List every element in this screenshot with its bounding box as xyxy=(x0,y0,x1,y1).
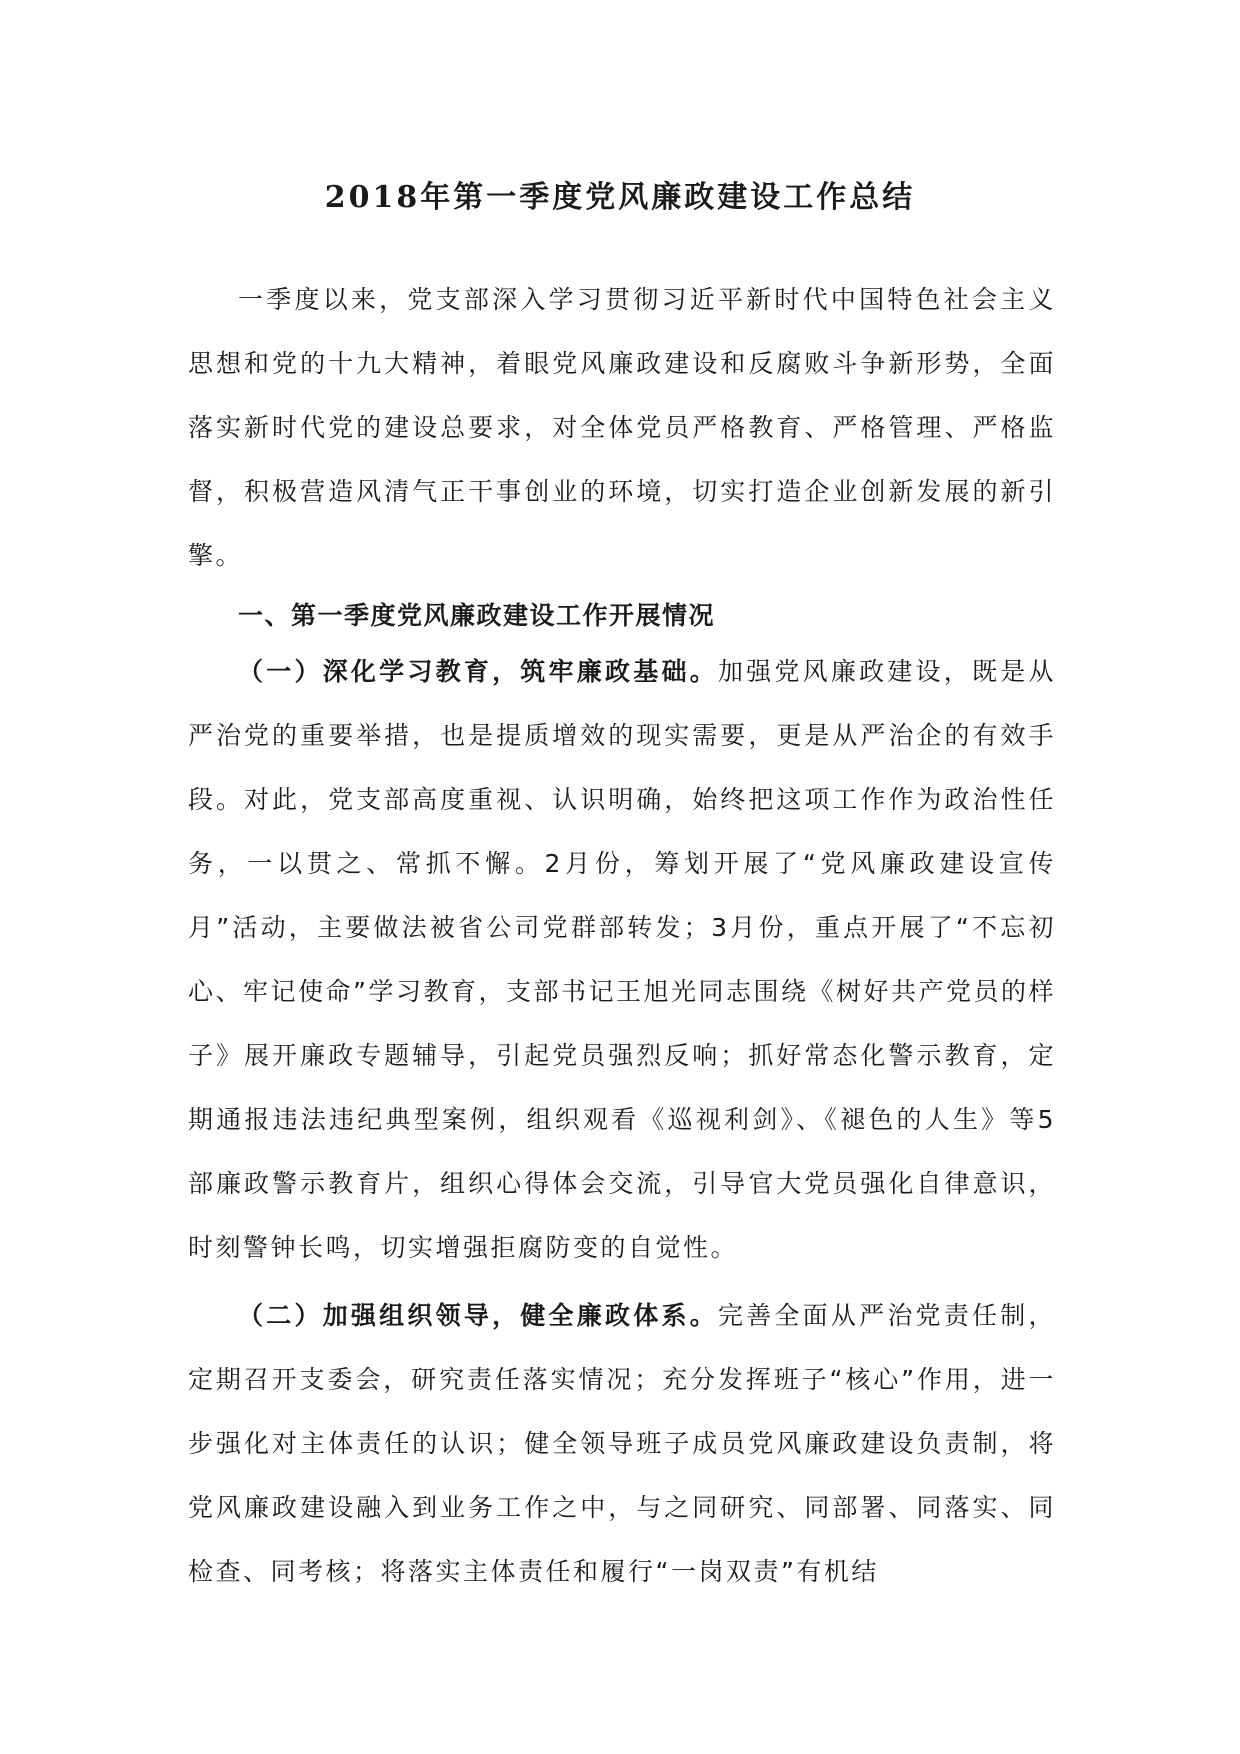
document-title: 2018年第一季度党风廉政建设工作总结 xyxy=(324,180,916,215)
intro-paragraph: 一季度以来，党支部深入学习贯彻习近平新时代中国特色社会主义思想和党的十九大精神，着眼党风廉政建设和反腐败斗争新形势，全面落实新时代党的建设总要求，对全体党员严格教育、严格管理、严格监督，积极营造风清气正干事创业的环境，切实打造企业创新发展的新引擎。 xyxy=(188,285,1056,570)
section-heading: 一、第一季度党风廉政建设工作开展情况 xyxy=(238,601,716,630)
document-body xyxy=(188,268,1056,1604)
subsection-1-text: 加强党风廉政建设，既是从严治党的重要举措，也是提质增效的现实需要，更是从严治企的有效手段。对此，党支部高度重视、认识明确，始终把这项工作作为政治性任务，一以贯之、常抓不懈。2月份，筹划开展了“党风廉政建设宣传月”活动，主要做法被省公司党群部转发；3月份，重点开展了“不忘初心、牢记使命”学习教育，支部书记王旭光同志围绕《树好共产党员的样子》展开廉政专题辅导，引起党员强烈反响；抓好常态化警示教育，定期通报违法违纪典型案例，组织观看《巡视利剑》、《褪色的人生》等5部廉政警示教育片，组织心得体会交流，引导官大党员强化自律意识，时刻警钟长鸣，切实增强拒腐防变的自觉性。 xyxy=(188,657,1056,1262)
subsection-2-paragraph xyxy=(188,1284,1056,1604)
subsection-2-text: 完善全面从严治党责任制，定期召开支委会，研究责任落实情况；充分发挥班子“核心”作用，进一步强化对主体责任的认识；健全领导班子成员党风廉政建设负责制，将党风廉政建设融入到业务工作之中，与之同研究、同部署、同落实、同检查、同考核；将落实主体责任和履行“一岗双责”有机结 xyxy=(188,1301,1056,1586)
subsection-2-lead: （二）加强组织领导，健全廉政体系。 xyxy=(238,1301,718,1330)
subsection-1-paragraph xyxy=(188,640,1056,1280)
subsection-1-lead: （一）深化学习教育，筑牢廉政基础。 xyxy=(238,657,718,686)
